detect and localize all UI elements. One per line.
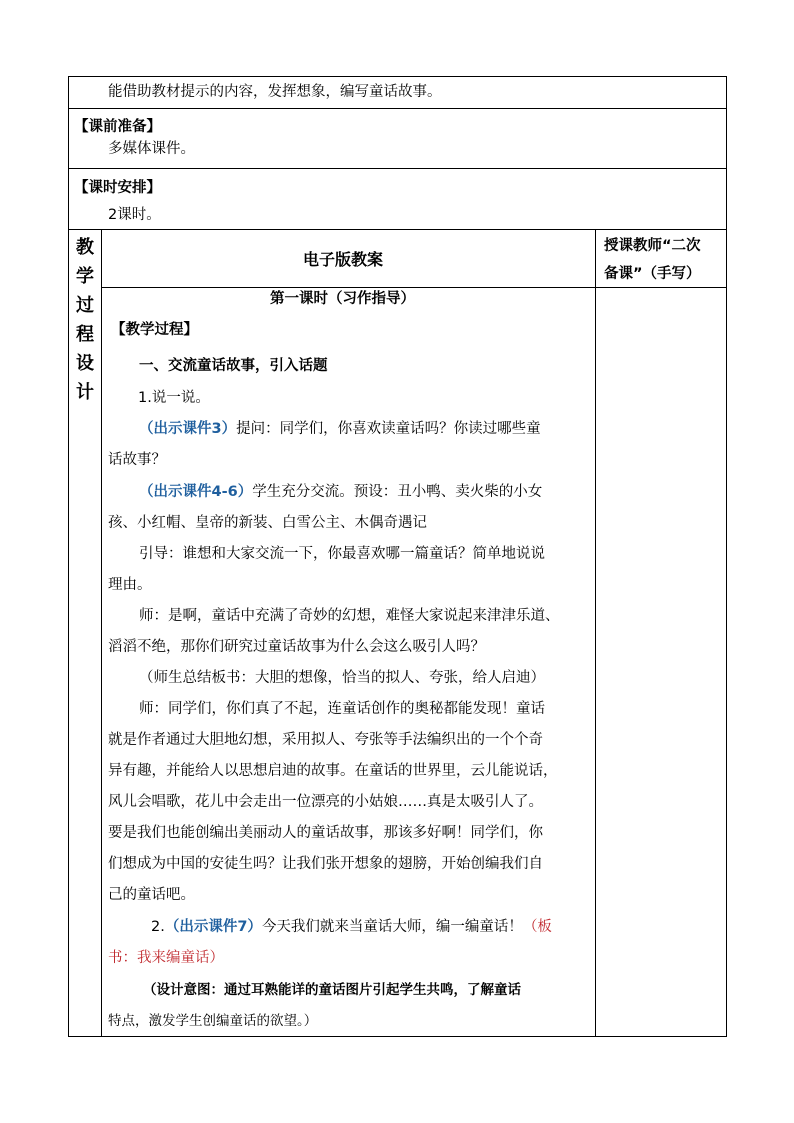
column-divider xyxy=(101,229,102,1037)
side-label-char: 程 xyxy=(76,324,94,345)
prep-content: 多媒体课件。 xyxy=(108,141,195,157)
paragraph-1-line-2: 话故事？ xyxy=(108,452,166,468)
courseware-tag: （出示课件3） xyxy=(139,421,237,437)
paragraph-6-line-7: 己的童话吧。 xyxy=(108,887,195,903)
row-divider xyxy=(68,108,727,109)
paragraph-6-line-4: 风儿会唱歌，花儿中会走出一位漂亮的小姑娘……真是太吸引人了。 xyxy=(108,794,543,810)
row-divider xyxy=(68,168,727,169)
side-label-char: 设 xyxy=(76,353,94,374)
paragraph-5-line-1: （师生总结板书：大胆的想像，恰当的拟人、夸张，给人启迪） xyxy=(139,670,545,686)
paragraph-6-line-2: 就是作者通过大胆地幻想，采用拟人、夸张等手法编织出的一个个奇 xyxy=(108,732,543,748)
paragraph-1-line-1: （出示课件3）提问：同学们，你喜欢读童话吗？你读过哪些童 xyxy=(139,421,541,437)
column-divider xyxy=(595,229,596,1037)
main-header: 电子版教案 xyxy=(303,250,384,269)
courseware-tag: （出示课件4-6） xyxy=(139,484,253,500)
design-intent-line-2: 特点，激发学生创编童话的欲望。） xyxy=(108,1013,318,1029)
item-2-line-1: 2.（出示课件7）今天我们就来当童话大师，编一编童话！（板 xyxy=(151,919,552,935)
lesson-title: 第一课时（习作指导） xyxy=(270,291,415,307)
item-2-line-2: 书：我来编童话） xyxy=(108,950,224,966)
right-header-line1: 授课教师“二次 xyxy=(604,238,701,254)
goal-text: 能借助教材提示的内容，发挥想象，编写童话故事。 xyxy=(108,84,442,100)
schedule-content: 2课时。 xyxy=(108,207,161,223)
header-divider xyxy=(101,287,727,288)
paragraph-3-line-2: 理由。 xyxy=(108,577,152,593)
side-label-char: 学 xyxy=(76,266,94,287)
paragraph-4-line-2: 滔滔不绝，那你们研究过童话故事为什么会这么吸引人吗？ xyxy=(108,639,485,655)
paragraph-6-line-5: 要是我们也能创编出美丽动人的童话故事，那该多好啊！同学们，你 xyxy=(108,825,543,841)
schedule-heading: 【课时安排】 xyxy=(74,180,161,196)
paragraph-6-line-6: 们想成为中国的安徒生吗？让我们张开想象的翅膀，开始创编我们自 xyxy=(108,856,543,872)
side-label xyxy=(75,233,95,407)
paragraph-2-line-1: （出示课件4-6）学生充分交流。预设：丑小鸭、卖火柴的小女 xyxy=(139,484,543,500)
side-label-char: 计 xyxy=(76,382,94,403)
prep-heading: 【课前准备】 xyxy=(74,119,161,135)
courseware-tag: （出示课件7） xyxy=(164,919,262,935)
right-header-line2: 备课”（手写） xyxy=(604,266,701,282)
paragraph-3-line-1: 引导：谁想和大家交流一下，你最喜欢哪一篇童话？简单地说说 xyxy=(139,546,545,562)
section-title: 一、交流童话故事，引入话题 xyxy=(139,358,328,374)
paragraph-6-line-3: 异有趣，并能给人以思想启迪的故事。在童话的世界里，云儿能说话， xyxy=(108,763,558,779)
item-1: 1.说一说。 xyxy=(138,390,210,406)
side-label-char: 过 xyxy=(76,295,94,316)
paragraph-6-line-1: 师：同学们，你们真了不起，连童话创作的奥秘都能发现！童话 xyxy=(139,701,545,717)
row-divider xyxy=(68,229,727,230)
side-label-char: 教 xyxy=(76,237,94,258)
board-note: （板 xyxy=(522,919,552,935)
process-heading: 【教学过程】 xyxy=(111,322,198,338)
paragraph-4-line-1: 师：是啊，童话中充满了奇妙的幻想，难怪大家说起来津津乐道、 xyxy=(139,608,560,624)
design-intent-line-1: （设计意图：通过耳熟能详的童话图片引起学生共鸣，了解童话 xyxy=(143,982,521,998)
paragraph-2-line-2: 孩、小红帽、皇帝的新装、白雪公主、木偶奇遇记 xyxy=(108,515,427,531)
